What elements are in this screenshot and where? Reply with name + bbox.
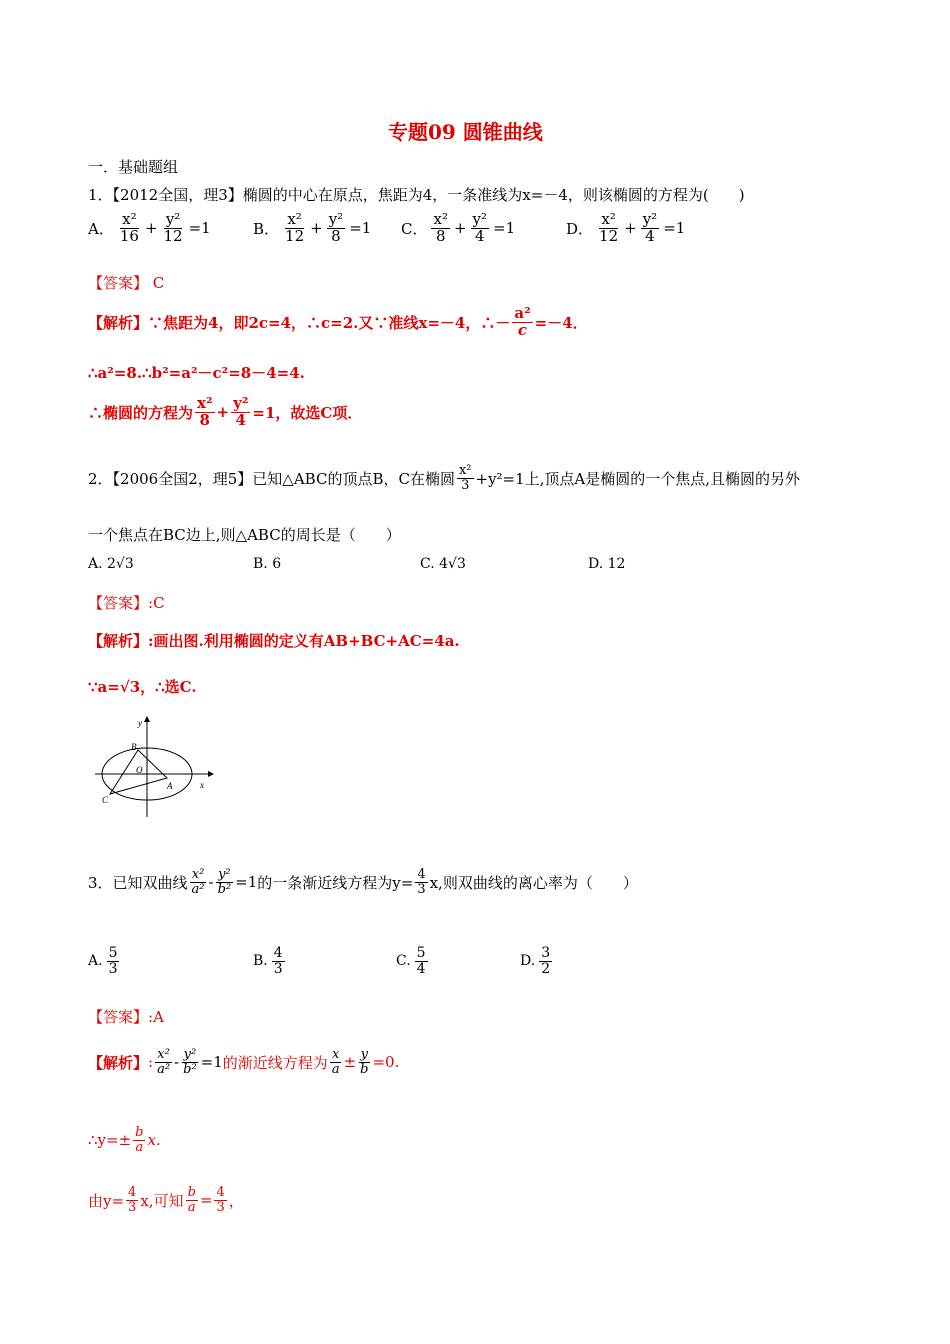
option-b: B． $\frac{\text{x²}}{12}$ + $\frac{\text{y²}}{8}$ =1	[253, 210, 372, 245]
q1-answer: 【答案】 C	[88, 274, 165, 292]
option-d: D． $\frac{\text{x²}}{12}$ + $\frac{\text{y²}}{4}$ =1	[566, 210, 686, 245]
q2-answer: 【答案】:C	[88, 594, 165, 612]
fig-label-o: O	[136, 765, 143, 775]
fig-label-a: A	[167, 781, 173, 791]
q3-analysis-2: ∴y=± $\frac{b}{a}$ x.	[88, 1125, 161, 1155]
question-2-line-2: 一个焦点在BC边上,则△ABC的周长是（ ）	[88, 526, 401, 544]
fig-label-y: y	[138, 718, 142, 728]
q2-analysis-1: 【解析】:画出图.利用椭圆的定义有AB+BC+AC=4a.	[88, 632, 460, 650]
option-b: B. $\frac{4}{3}$	[253, 945, 283, 977]
q1-analysis-1: 【解析】 ∵焦距为4，即2c=4，∴c=2.又∵准线x=－4，∴－ $\frac{\text{a²}}{c}$ =－4．	[88, 304, 588, 339]
q1-analysis-3: ∴椭圆的方程为 $\frac{\text{x²}}{8}$ + $\frac{\text{y²}}{4}$ =1，故选C项．	[88, 394, 363, 429]
question-3-text: 3．已知双曲线 $\frac{\text{x²}}{\text{a²}}$ - $\frac{\text{y²}}{\text{b²}}$ =1 的一条渐近线方程为y= $\frac{4}{3}$ x,则双曲线的离心率为（ ）	[88, 867, 638, 897]
q3-analysis-3: 由y= $\frac{4}{3}$ x,可知 $\frac{b}{a}$ = $\frac{4}{3}$ ，	[88, 1185, 244, 1215]
option-a: A． $\frac{\text{x²}}{16}$ + $\frac{\text{y²}}{12}$ =1	[88, 210, 211, 245]
option-a: A. $\frac{5}{3}$	[88, 945, 118, 977]
q1-analysis-2: ∴a²=8.∴b²=a²－c²=8－4=4.	[88, 364, 305, 382]
section-heading: 一．基础题组	[88, 158, 179, 176]
fig-label-b: B	[131, 742, 137, 752]
option-a: A. 2√3	[88, 556, 134, 572]
option-b: B. 6	[253, 556, 282, 572]
ellipse-figure	[90, 712, 220, 822]
option-c: C. 4√3	[420, 556, 466, 572]
q3-answer: 【答案】:A	[88, 1008, 164, 1026]
fig-label-x: x	[200, 780, 204, 790]
question-1-text: 1．【2012全国，理3】椭圆的中心在原点，焦距为4，一条准线为x=－4，则该椭圆的方程为( )	[88, 186, 745, 204]
option-c: C. $\frac{5}{4}$	[396, 945, 426, 977]
page-title: 专题09 圆锥曲线	[388, 120, 543, 144]
option-d: D. $\frac{3}{2}$	[520, 945, 551, 977]
q3-analysis-1: 【解析】 : $\frac{\text{x²}}{\text{a²}}$ - $\frac{\text{y²}}{\text{b²}}$ =1 的渐近线方程为 $\frac{x}{a}$ ± $\frac{y}{b}$ =0.	[88, 1047, 400, 1077]
question-2-line-1: 2．【2006全国2，理5】已知△ABC的顶点B，C在椭圆 $\frac{\text{x²}}{3}$ +y²=1上,顶点A是椭圆的一个焦点,且椭圆的另外	[88, 463, 801, 493]
fig-label-c: C	[102, 795, 109, 805]
q2-analysis-2: ∵a=√3，∴选C.	[88, 678, 197, 696]
option-d: D. 12	[588, 556, 626, 572]
option-c: C． $\frac{\text{x²}}{8}$ + $\frac{\text{y²}}{4}$ =1	[401, 210, 516, 245]
